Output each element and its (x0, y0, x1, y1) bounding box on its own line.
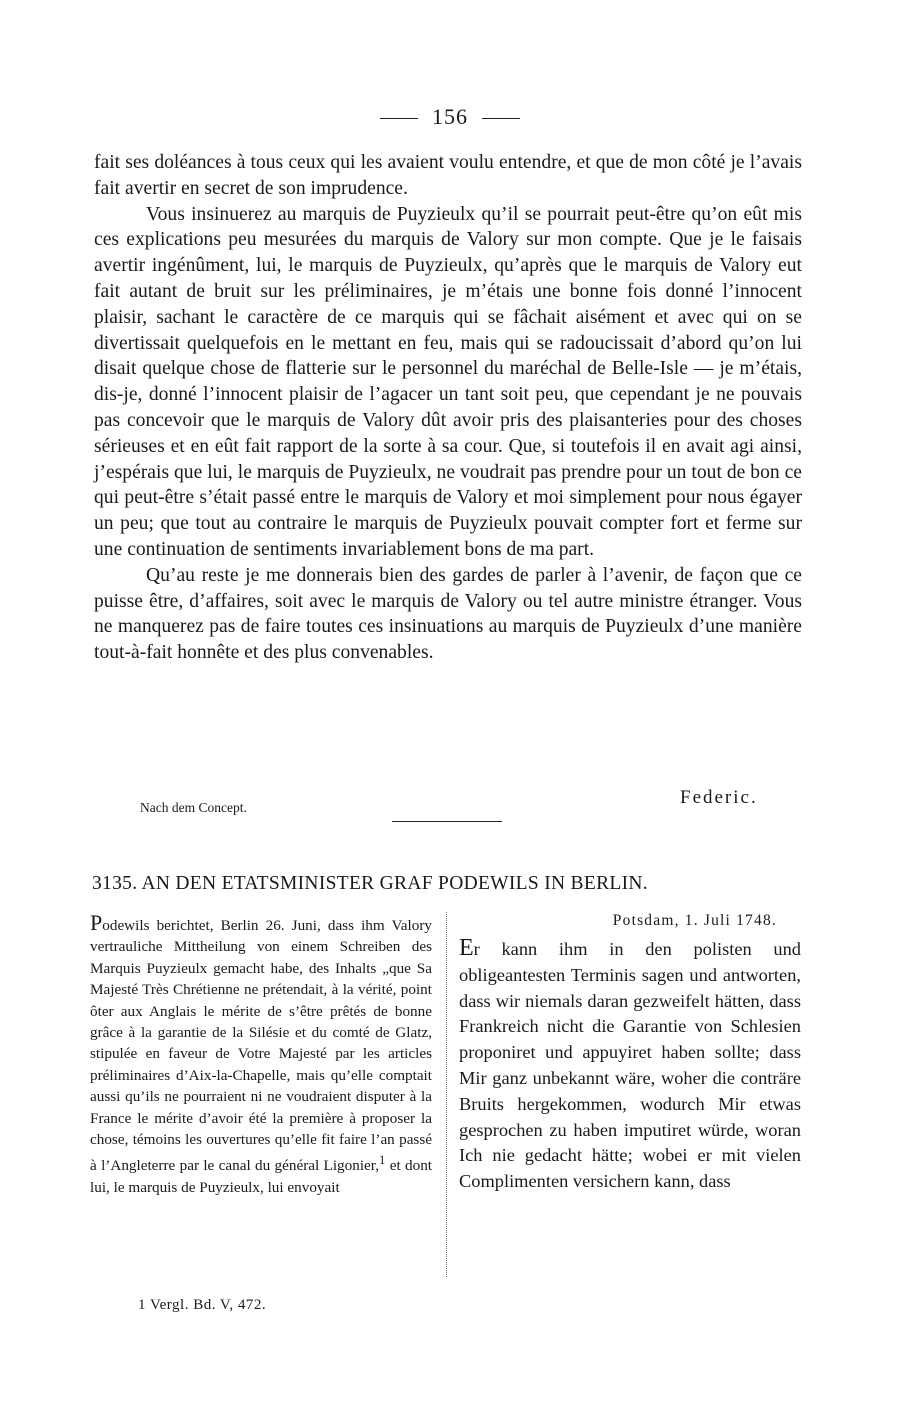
letter-initial: E (459, 935, 474, 961)
page-number-text: 156 (432, 104, 468, 129)
column-divider (446, 912, 447, 1277)
footnote-marker: 1 (379, 1153, 386, 1168)
dateline: Potsdam, 1. Juli 1748. (612, 912, 777, 929)
summary-text-continued: et dont lui, le marquis de Puyzieulx, lui envoyait (90, 1157, 433, 1196)
page-number-left-dash (380, 118, 418, 119)
paragraph-continued: fait ses doléances à tous ceux qui les avaient voulu entendre, et que de mon côté je l’avais fait avertir en secret de son imprudence. (94, 152, 802, 199)
paragraph-insinuation: Vous insinuerez au marquis de Puyzieulx qu’il se pourrait peut-être qu’on eût mis ces explications peu mesurées du marquis de Valory sur mon compte. Que je le faisais avertir ingénûment, lui, le marquis de Puyzieulx, qu’après que le marquis de Valory eut fait autant de bruit sur les préliminaires, je m’étais une bonne fois donné l’innocent plaisir, sachant le caractère de ce marquis qui se fâchait aisément et avec qui on se divertissait quelquefois en le mettant en feu, mais qui se radoucissait d’abord qu’on lui disait quelque chose de flatterie sur le personnel du maréchal de Belle-Isle — je m’étais, dis-je, donné l’innocent plaisir de l’agacer un tant soit peu, que cependant je ne pouvais pas concevoir que le marquis de Valory dût avoir pris des plaisanteries pour des choses sérieuses et en eût fait rapport de la sorte à sa cour. Que, si toutefois il en avait agi ainsi, j’espérais que lui, le marquis de Puyzieulx, ne voudrait pas prendre pour un tout de bon ce qui peut-être s’était passé entre le marquis de Valory et moi simplement pour nous égayer un peu; que tout au contraire le marquis de Puyzieulx pouvait compter fort et ferme sur une continuation de sentiments invariablement bons de ma part. (94, 203, 802, 560)
summary-text: odewils berichtet, Berlin 26. Juni, dass ihm Valory vertrauliche Mittheilung von einem Schreiben des Marquis Puyzieulx gemacht habe, des Inhalts „que Sa Majesté Très Chrétienne ne prétendait, à la vérité, point ôter aux Anglais le mérite de s’être prêtés de bonne grâce à la garantie de la Silésie et du comté de Glatz, stipulée en faveur de Votre Majesté par les articles préliminaires d’Aix-la-Chapelle, mais qu’elle comptait aussi qu’ils ne pourraient ni ne voudraient disputer à la France le mérite d’avoir été la première à proposer la chose, témoins les ouvertures qu’elle fit faire l’an passé à l’Angleterre par le canal du général Ligonier, (90, 917, 432, 1175)
source-note: Nach dem Concept. (140, 800, 247, 815)
summary-paragraph (90, 912, 432, 1198)
summary-initial: P (90, 910, 103, 935)
paragraph-closing: Qu’au reste je me donnerais bien des gardes de parler à l’avenir, de façon que ce puisse être, d’affaires, soit avec le marquis de Valory ou tel autre ministre étranger. Vous ne manquerez pas de faire toutes ces insinuations au marquis de Puyzieulx d’une manière tout-à-fait honnête et des plus convenables. (94, 564, 802, 664)
section-divider (392, 821, 502, 822)
letter-body-continued (94, 150, 802, 666)
document-heading: 3135. AN DEN ETATSMINISTER GRAF PODEWILS IN BERLIN. (92, 873, 648, 894)
letter-column (459, 910, 801, 1195)
page-number-right-dash (482, 118, 520, 119)
letter-paragraph (459, 936, 801, 1195)
signature: Federic. (680, 787, 758, 808)
footnote: 1 Vergl. Bd. V, 472. (138, 1297, 267, 1313)
page-number (0, 104, 900, 130)
letter-text: r kann ihm in den polisten und obligeantesten Terminis sagen und antworten, dass wir niemals daran gezweifelt hätten, dass Frankreich nicht die Garantie von Schlesien proponiret und appuyiret haben sollte; dass Mir ganz unbekannt wäre, woher die conträre Bruits hergekommen, wodurch Mir etwas gesprochen zu haben imputiret würde, woran Ich nie gedacht hätte; wobei er mit vielen Complimenten versichern kann, dass (459, 939, 801, 1192)
summary-column (90, 912, 432, 1198)
